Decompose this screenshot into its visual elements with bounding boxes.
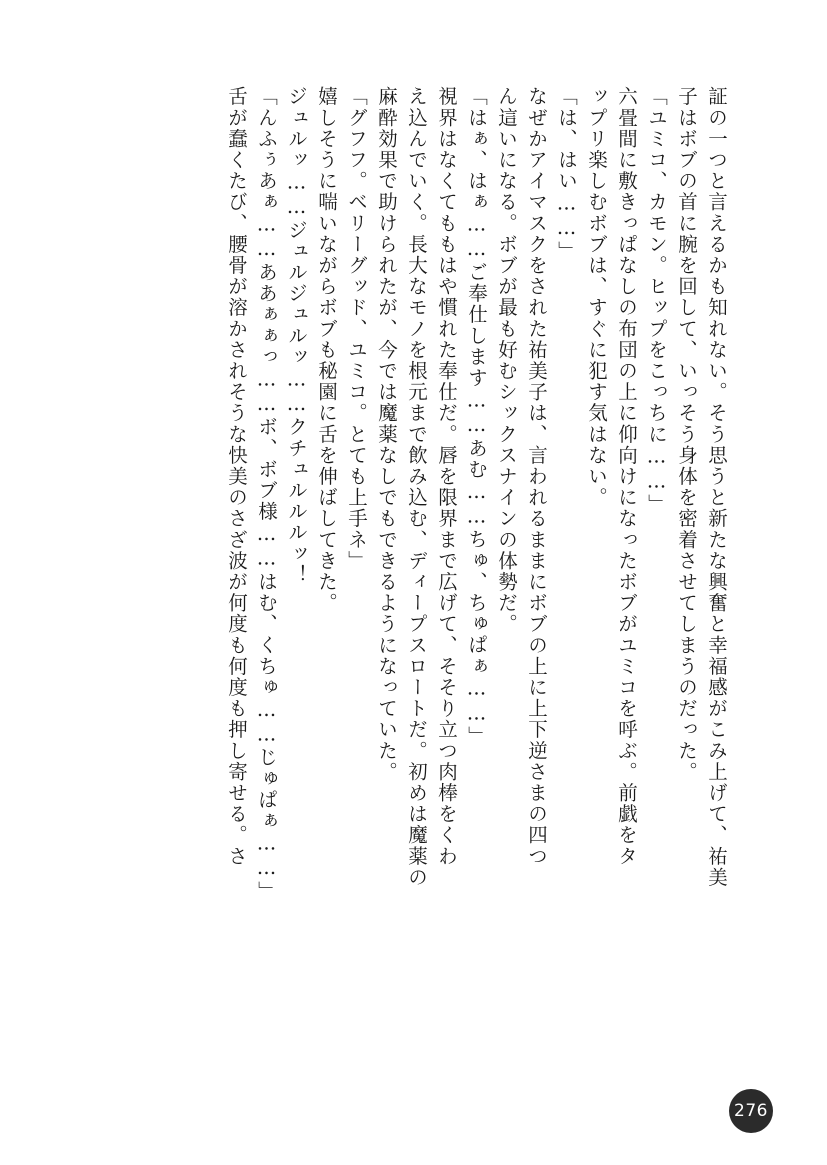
text-line: 証の一つと言えるかも知れない。そう思うと新たな興奮と幸福感がこみ上げて、祐美 [705,86,728,888]
page-number: 276 [729,1089,773,1133]
text-line: ん這いになる。ボブが最も好むシックスナインの体勢だ。 [495,86,518,635]
text-line: 舌が蠢くたび、腰骨が溶かされそうな快美のさざ波が何度も何度も押し寄せる。さ [225,86,248,867]
text-line: 視界はなくてももはや慣れた奉仕だ。唇を限界まで広げて、そそり立つ肉棒をくわ [435,86,458,867]
text-line: 六畳間に敷きっぱなしの布団の上に仰向けになったボブがユミコを呼ぶ。前戯をタ [615,86,638,867]
text-line: 「はぁ、はぁ……ご奉仕します……あむ……ちゅ、ちゅぱぁ……」 [465,86,488,747]
text-line: 嬉しそうに喘いながらボブも秘園に舌を伸ばしてきた。 [315,86,338,614]
text-line: 「グフフ。ベリーグッド、ユミコ。とても上手ネ」 [345,86,368,572]
text-line: え込んでいく。長大なモノを根元まで飲み込む、ディープスロートだ。初めは魔薬の [405,86,428,888]
text-line: 「んふぅあぁ……ああぁぁっ……ボ、ボブ様……はむ、くちゅ……じゅぱぁ……」 [255,86,278,902]
text-line: 子はボブの首に腕を回して、いっそう身体を密着させてしまうのだった。 [675,86,698,783]
text-line: 「は、はい……」 [555,86,578,262]
text-line: 「ユミコ、カモン。ヒップをこっちに……」 [645,86,668,515]
text-line: なぜかアイマスクをされた祐美子は、言われるままにボブの上に上下逆さまの四つ [525,86,548,867]
text-line: 麻酔効果で助けられたが、今では魔薬なしでもできるようになっていた。 [375,86,398,783]
text-line: ップリ楽しむボブは、すぐに犯す気はない。 [585,86,608,508]
vertical-text-body [96,86,731,1069]
text-line: ジュルッ……ジュルジュルッ……クチュルルルッ！ [285,86,308,586]
